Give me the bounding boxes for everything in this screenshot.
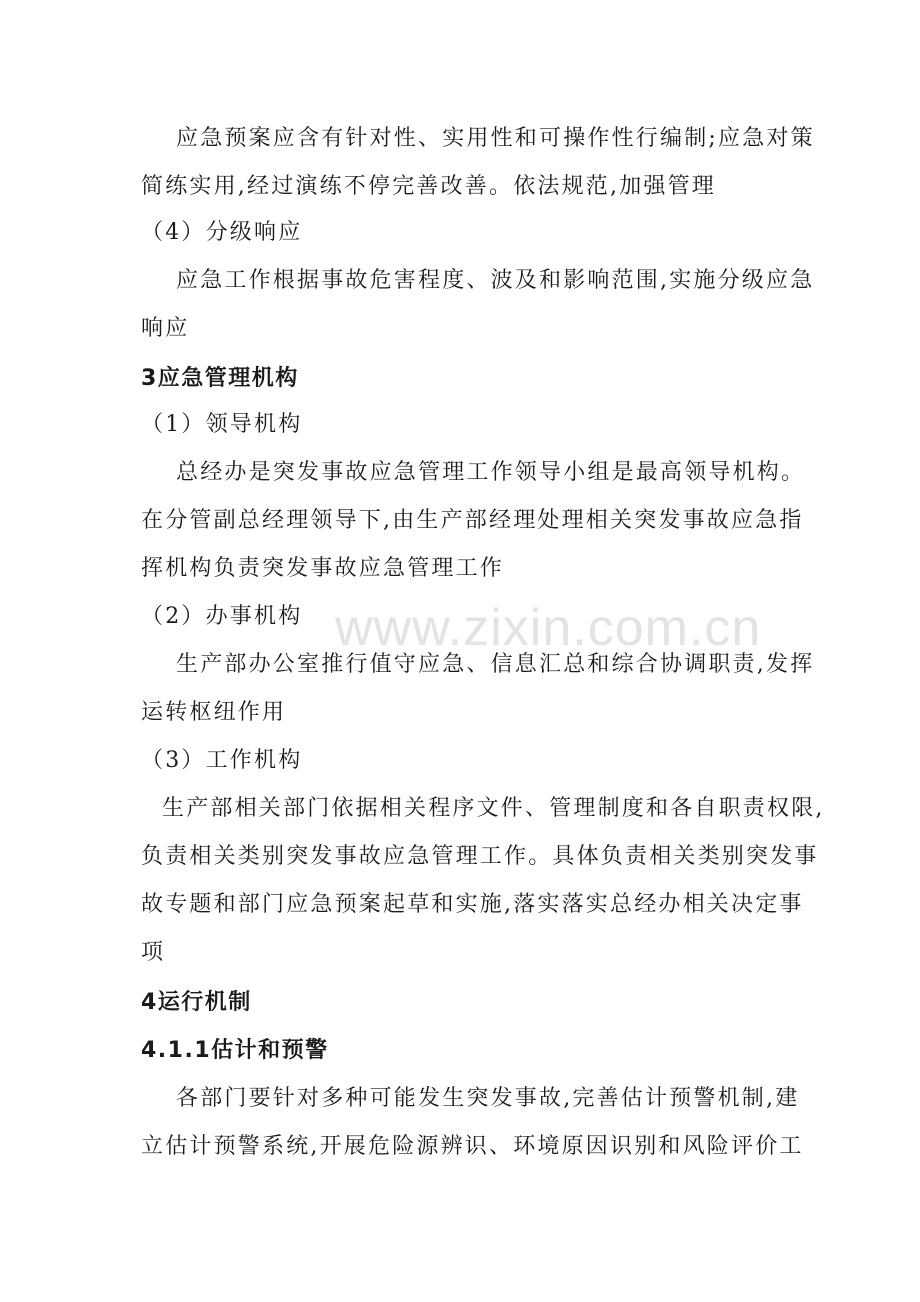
section-heading: 3应急管理机构 <box>141 366 299 391</box>
paragraph-line: 负责相关类别突发事故应急管理工作。具体负责相关类别突发事 <box>141 844 819 869</box>
paragraph-line: 响应 <box>141 316 190 341</box>
watermark: www.zixin.com.cn <box>335 599 762 657</box>
paragraph-line: 故专题和部门应急预案起草和实施,落实落实总经办相关决定事 <box>141 892 804 917</box>
list-item-label: （1）领导机构 <box>141 412 303 437</box>
paragraph-line: 立估计预警系统,开展危险源辨识、环境原因识别和风险评价工 <box>141 1134 804 1159</box>
paragraph-line: 生产部相关部门依据相关程序文件、管理制度和各自职责权限, <box>162 796 825 821</box>
paragraph-line: 生产部办公室推行值守应急、信息汇总和综合协调职责,发挥 <box>176 652 815 677</box>
list-item-label: （3）工作机构 <box>141 748 303 773</box>
paragraph-line: 运转枢纽作用 <box>141 700 287 725</box>
paragraph-line: 简练实用,经过演练不停完善改善。依法规范,加强管理 <box>141 174 716 199</box>
paragraph-line: 挥机构负责突发事故应急管理工作 <box>141 556 505 581</box>
list-item-label: （4）分级响应 <box>141 220 303 245</box>
subsection-heading: 4.1.1估计和预警 <box>141 1038 329 1063</box>
paragraph-line: 应急工作根据事故危害程度、波及和影响范围,实施分级应急 <box>176 268 815 293</box>
paragraph-line: 总经办是突发事故应急管理工作领导小组是最高领导机构。 <box>176 460 806 485</box>
paragraph-line: 应急预案应含有针对性、实用性和可操作性行编制;应急对策 <box>176 126 815 151</box>
paragraph-line: 在分管副总经理领导下,由生产部经理处理相关突发事故应急指 <box>141 508 804 533</box>
list-item-label: （2）办事机构 <box>141 604 303 629</box>
paragraph-line: 各部门要针对多种可能发生突发事故,完善估计预警机制,建 <box>176 1086 800 1111</box>
section-heading: 4运行机制 <box>141 990 252 1015</box>
paragraph-line: 项 <box>141 940 166 965</box>
